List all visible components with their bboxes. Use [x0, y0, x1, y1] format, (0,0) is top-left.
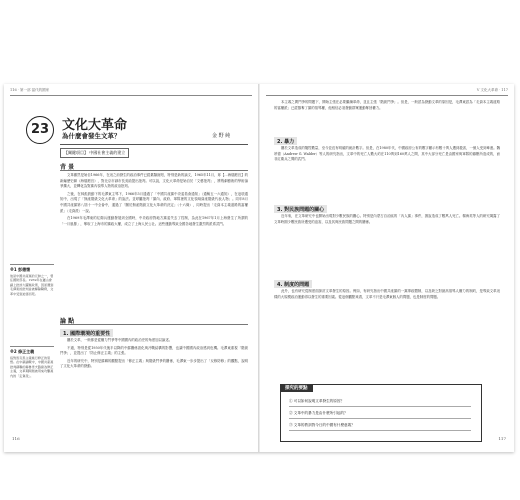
- paragraph: 關於文革造成的犧牲數量，至今並沒有明確的統計數字。但是，在1980年代，中國政府公布的數字顯示有數十萬人遭到殺害，一億人受到牽連。魏昂德（Andrew G. Walder）等人的研究指出，文革中的死亡人數大約在110萬到160萬人之間，其中大部分死亡是由國家與軍隊的鎮壓所造成的，而非紅衛兵之間的武鬥。: [274, 146, 500, 162]
- body-text-block-a: [60, 173, 248, 313]
- chapter-subtitle: 為什麼會發生文革？: [62, 132, 121, 140]
- subsection-heading: 1. 國際環境的重要性: [60, 329, 113, 337]
- sidenote: [10, 346, 54, 378]
- paragraph: 關於文革，一般都是從權力鬥爭等中國國內的政治史的角度加以論述。: [67, 338, 173, 342]
- paragraph: 近年來，在文革研究中也開始出現對少數民族的關心。特別是內蒙古自治區的「內人黨」事件，據說造成了數萬人死亡。楊海英等人的研究揭露了文革時期少數民族所遭受的迫害，以及其與民族問題之間的關係。: [274, 214, 500, 224]
- review-box-title: 探究的要點: [280, 384, 313, 392]
- page-number-right: 117: [498, 436, 506, 441]
- paragraph: 近年的研究中，特別是蘇聯的觀點提出「修正主義」與階級鬥爭的關係，毛澤東一步步提出了「反修防修」的觀點，說明了文化大革命的發動。: [60, 358, 248, 369]
- chapter-title-rule: [60, 144, 248, 145]
- sidenote-heading: ※2 修正主義: [10, 349, 35, 354]
- review-questions-box: [280, 384, 482, 442]
- subsection-heading: 3. 對民族問題的關心: [274, 205, 327, 213]
- paragraph: 文革雖然是始自1966年，在這之前發生的政治事件已經舊隔縮短，特別是新的論文，1965年11月，妳【...海瑞罷官】的新編歷史劇《海瑞罷官》，對北京市副市長吳晗提出批判。可以說，文化大革命是始自於「文藝批判」，將戲劇藝術的學術論爭擴大，並轉化為對黨內領導人物的政治批判。: [60, 173, 248, 189]
- keywords-box: 【關鍵項目】 中國社會主義的建立: [60, 148, 129, 158]
- body-text-block-a: [274, 100, 500, 134]
- sidenote: [10, 264, 54, 296]
- running-head-right: V 文化大革命 · 117: [476, 88, 508, 92]
- section-rule: [60, 170, 248, 171]
- review-question: ① 可以如何說明文革發生的原因？: [289, 399, 345, 403]
- body-text-block-d: [274, 289, 500, 379]
- chapter-title: 文化大革命: [62, 118, 128, 133]
- header-rule: [10, 95, 252, 96]
- book-spread: [4, 84, 514, 452]
- review-question: ③ 文革的教訓對今日的中國有什麼意義？: [289, 423, 355, 427]
- sidenote-body: 指對馬克思主義進行修正的思想。在中蘇論戰中，中國共產黨批判蘇聯的赫魯雪夫路線為修正主義，文革期間則被用來攻擊黨內的「走資派」。: [10, 356, 54, 378]
- running-head-left: 116 · 第一部 當代的國家: [10, 88, 50, 92]
- review-question: ② 文革中的暴力是由什麼所引起的？: [289, 411, 348, 415]
- body-text-block-b: [60, 338, 248, 432]
- paragraph: 之後，在林彪鼓動下的毛澤東主導下，1966年5月通過了「中國共產黨中央委員會通知」（通稱五一六通知），在這項通知中，出現了「無產階級文化大革命」的說法。並呼籲批判「黨內、政府、軍隊裡的文化領域資產階級代表人物」。同年8月中國共產黨第八屆十一中全會中，通過了「關於無產階級文化大革命的決定」（十六條），同時提出「走資本主義道路的當權派」（走資派）一說。: [60, 191, 248, 213]
- paragraph: 在1969年毛澤東的紅衛兵運動發展到全國時，中央政府對地方黨委失去了控制，為此在1967年1月上海發生了所謂的「一月風暴」，奪取了上海市的黨政大權，成立了上海人民公社。這些運動導致全國各地發生激烈的派系武鬥。: [60, 216, 248, 226]
- chapter-number-badge: 23: [26, 116, 54, 144]
- paragraph: 此外，也有研究從制度面探討文革發生的原因。例如，有研究指出中國共產黨的一黨專政體制，以及缺乏對最高領導人權力的制約，是導致文革這樣的大規模政治運動得以發生的重要因素。從這個觀點來看，文革不只是毛澤東個人的問題，也是制度的問題。: [274, 289, 500, 299]
- body-text-block-b: [274, 146, 500, 202]
- header-rule: [266, 95, 508, 96]
- subsection-heading: 2. 暴力: [274, 137, 297, 145]
- sidenote-body: 他是中國共產黨的元帥之一，曾任國防部長。1959年在廬山會議上批評大躍進政策，因而遭到毛澤東的批判並被解除職務，文革中受到迫害而死。: [10, 274, 54, 296]
- section-heading-background: 背 景: [60, 164, 75, 171]
- section-heading-argument: 論 點: [60, 318, 75, 325]
- chapter-author: 金 野 純: [212, 133, 231, 139]
- sidenote-heading: ※1 彭德懷: [10, 267, 31, 272]
- subsection-heading: 4. 制度的問題: [274, 280, 312, 288]
- right-page: [260, 84, 514, 452]
- paragraph: 不過，特別是從1950年代後半以降的中蘇關係惡化與冷戰結構的影響，也讓中國國內政治感到危機。毛澤東重視「階級鬥爭」，並提出了「防止修正主義」的主張。: [60, 345, 248, 356]
- section-rule: [60, 324, 248, 325]
- paragraph: 本主義之間鬥爭的問題下，開始主張在必要繼續革命，並且主張「階級鬥爭」。但是，一般認為發動文革的原因是，毛澤東認為「走資本主義道路的當權派」已經篡奪了黨的領導權，他相信必須發動群眾運動奪回權力。: [274, 100, 500, 110]
- left-page: [4, 84, 258, 452]
- body-text-block-c: [274, 214, 500, 276]
- page-number-left: 116: [12, 436, 20, 441]
